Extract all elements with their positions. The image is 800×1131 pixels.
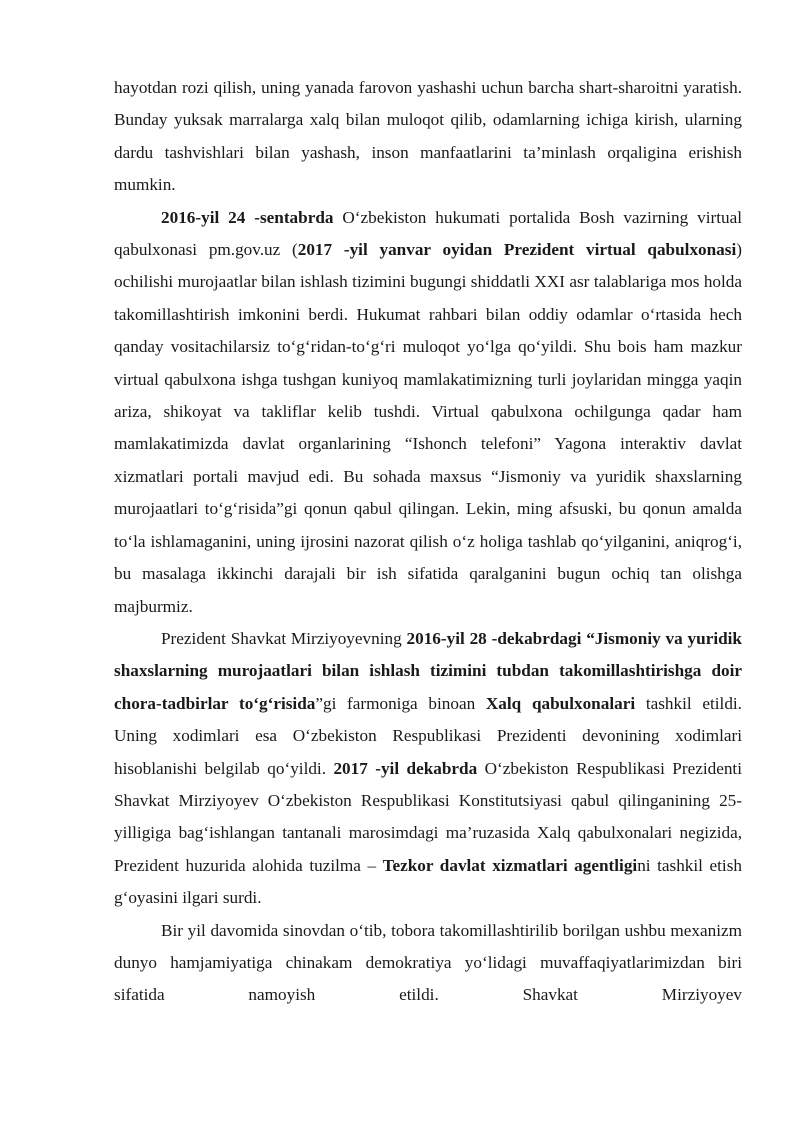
text-run: ”gi farmoniga binoan <box>315 693 486 713</box>
bold-date: 2017 -yil dekabrda <box>333 758 478 778</box>
bold-phrase: 2017 -yil yanvar oyidan Prezident virtual qabulxonasi <box>297 240 737 260</box>
text-run: Bir yil davomida sinovdan o‘tib, tobora takomillashtirilib borilgan ushbu mexanizm dunyo hamjamiyatiga chinakam demokratiya yo‘lidagi muvaffaqiyatlarimizdan biri sifatida namoyish etildi. Shavkat Mirziyoyev <box>114 920 742 1005</box>
bold-decree-title: 2016-yil 28 -dekabrdagi “Jismoniy va yuridik shaxslarning murojaatlari bilan ishlash tizimini tubdan takomillashtirishga doir chora-tadbirlar to‘g‘risida <box>114 628 742 713</box>
paragraph-3 <box>114 623 742 915</box>
paragraph-2 <box>114 202 742 623</box>
text-run: ) ochilishi murojaatlar bilan ishlash tizimini bugungi shiddatli XXI asr talablariga mos holda takomillashtirish imkonini berdi. Hukumat rahbari bilan oddiy odamlar o‘rtasida hech qanday vositachilarsiz to‘g‘ridan-to‘g‘ri muloqot yo‘lga qo‘yildi. Shu bois ham mazkur virtual qabulxona ishga tushgan kuniyoq mamlakatimizning turli joylaridan mingga yaqin ariza, shikoyat va takliflar kelib tushdi. Virtual qabulxona ochilgunga qadar ham mamlakatimizda davlat organlarining “Ishonch telefoni” Yagona interaktiv davlat xizmatlari portali mavjud edi. Bu sohada maxsus “Jismoniy va yuridik shaxslarning murojaatlari to‘g‘risida”gi qonun qabul qilingan. Lekin, ming afsuski, bu qonun amalda to‘la ishlamaganini, uning ijrosini nazorat qilish o‘z holiga tashlab qo‘yilganini, aniqrog‘i, bu masalaga ikkinchi darajali bir ish sifatida qaralganini bugun ochiq tan olishga majburmiz. <box>114 240 742 616</box>
bold-agency-name: Tezkor davlat xizmatlari agentligi <box>382 855 638 875</box>
bold-phrase: Xalq qabulxonalari <box>485 693 636 713</box>
text-run: hayotdan rozi qilish, uning yanada farovon yashashi uchun barcha shart-sharoitni yaratish. Bunday yuksak marralarga xalq bilan muloqot qilib, odamlarning ichiga kirish, ularning dardu tashvishlari bilan yashash, inson manfaatlarini ta’minlash orqaligina erishish mumkin. <box>114 78 742 195</box>
bold-date: 2016-yil 24 -sentabrda <box>161 207 334 227</box>
text-run: tashkil etildi. Uning xodimlari esa O‘zbekiston Respublikasi Prezidenti devonining xodimlari hisoblanishi belgilab qo‘yildi. <box>114 693 742 778</box>
paragraph-4 <box>114 915 742 1012</box>
text-run: Prezident Shavkat Mirziyoyevning <box>161 628 407 648</box>
text-run: O‘zbekiston hukumati portalida Bosh vazirning virtual qabulxonasi pm.gov.uz ( <box>114 207 742 260</box>
text-run: O‘zbekiston Respublikasi Prezidenti Shavkat Mirziyoyev O‘zbekiston Respublikasi Konstitutsiyasi qabul qilinganining 25-yilligiga bag‘ishlangan tantanali marosimdagi ma’ruzasida Xalq qabulxonalari negizida, Prezident huzurida alohida tuzilma – <box>114 758 742 875</box>
document-page <box>114 72 742 1012</box>
paragraph-1 <box>114 72 742 202</box>
text-run: ni tashkil etish g‘oyasini ilgari surdi. <box>114 855 742 908</box>
